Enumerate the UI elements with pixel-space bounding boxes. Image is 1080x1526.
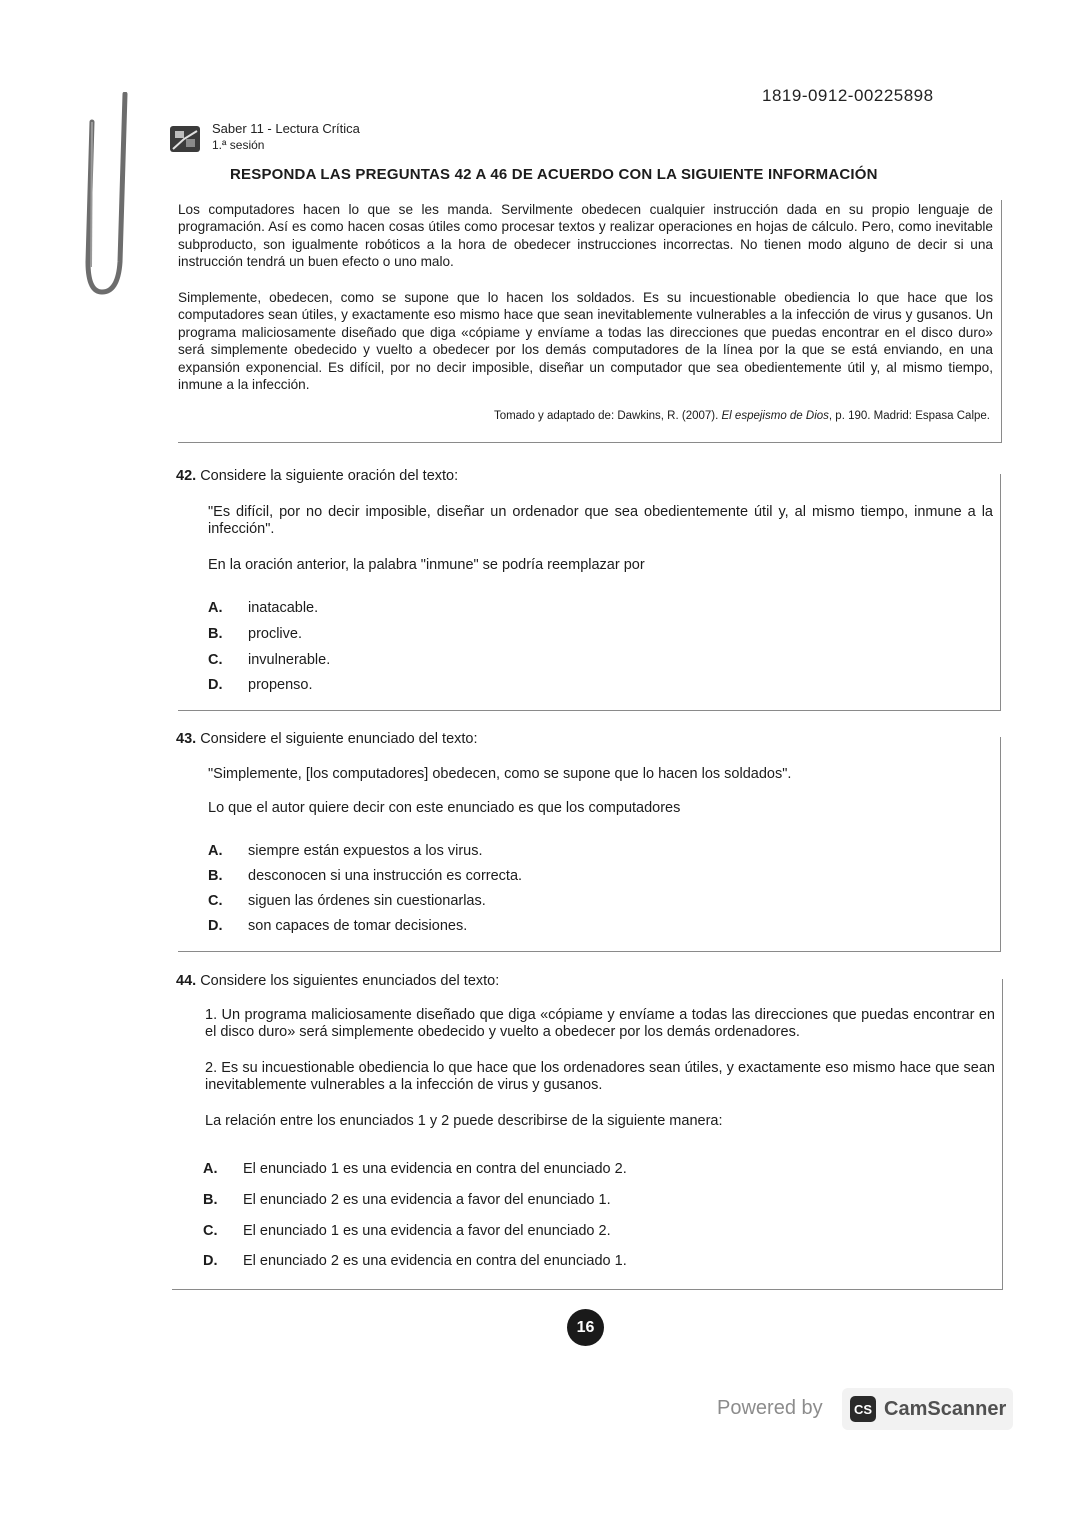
question-42-option-b[interactable]: B. proclive. bbox=[208, 626, 302, 642]
source-suffix: , p. 190. Madrid: Espasa Calpe. bbox=[828, 410, 990, 422]
question-43-number: 43. bbox=[176, 731, 197, 747]
question-42-option-d[interactable]: D. propenso. bbox=[208, 677, 313, 693]
session-label: 1.ª sesión bbox=[212, 138, 265, 152]
document-code: 1819-0912-00225898 bbox=[762, 86, 934, 105]
question-42-quote: "Es difícil, por no decir imposible, diseñar un ordenador que sea obedientemente útil y, al mismo tiempo, inmune a la infección". bbox=[208, 504, 993, 537]
question-43-heading bbox=[176, 731, 478, 747]
section-instruction: RESPONDA LAS PREGUNTAS 42 A 46 DE ACUERDO CON LA SIGUIENTE INFORMACIÓN bbox=[230, 166, 878, 183]
question-43-quote: "Simplemente, [los computadores] obedecen, como se supone que lo hacen los soldados". bbox=[208, 766, 792, 782]
question-43-option-b[interactable]: B. desconocen si una instrucción es correcta. bbox=[208, 868, 523, 884]
question-44-number: 44. bbox=[176, 973, 197, 989]
question-44-statement-2: 2. Es su incuestionable obediencia lo que hace que los ordenadores sean útiles, y exactamente eso mismo hace que sean inevitablemente vulnerables a la infección de virus y gusanos. bbox=[205, 1060, 995, 1093]
icfes-logo-icon bbox=[168, 123, 202, 155]
passage-paragraph-1: Los computadores hacen lo que se les manda. Servilmente obedecen cualquier instrucción dada en su propio lenguaje de programación. Así es como hacen cosas útiles como procesar textos y realizar operaciones en hojas de cálculo. Pero, como inevitable subproducto, son igualmente robóticos a la hora de obedecer instrucciones incorrectas. No tienen modo alguno de decir si una instrucción tendrá un buen efecto o uno malo. bbox=[178, 202, 993, 270]
source-prefix: Tomado y adaptado de: Dawkins, R. (2007). bbox=[493, 410, 719, 422]
question-43-prompt: Considere el siguiente enunciado del texto: bbox=[200, 731, 478, 747]
question-42-option-a[interactable]: A. inatacable. bbox=[208, 600, 319, 616]
question-44-stem: La relación entre los enunciados 1 y 2 puede describirse de la siguiente manera: bbox=[205, 1113, 723, 1129]
question-42-heading bbox=[176, 468, 458, 484]
source-book-title: El espejismo de Dios bbox=[721, 410, 829, 422]
question-43-stem: Lo que el autor quiere decir con este enunciado es que los computadores bbox=[208, 800, 681, 816]
camscanner-logo-icon: CS bbox=[850, 1396, 876, 1422]
question-44-prompt: Considere los siguientes enunciados del texto: bbox=[200, 973, 500, 989]
question-43-option-c[interactable]: C. siguen las órdenes sin cuestionarlas. bbox=[208, 893, 486, 909]
question-44-statement-1: 1. Un programa maliciosamente diseñado que diga «cópiame y envíame a todas las direcciones que puedas encontrar en el disco duro» será simplemente obedecido y vuelto a obedecer por los demás ordenadores. bbox=[205, 1007, 995, 1040]
camscanner-name: CamScanner bbox=[884, 1397, 1007, 1420]
exam-title: Saber 11 - Lectura Crítica bbox=[212, 121, 360, 136]
question-42-prompt: Considere la siguiente oración del texto: bbox=[200, 468, 459, 484]
question-43-option-d[interactable]: D. son capaces de tomar decisiones. bbox=[208, 918, 468, 934]
passage-paragraph-2: Simplemente, obedecen, como se supone que lo hacen los soldados. Es su incuestionable obediencia lo que hace que los computadores sean útiles, y exactamente eso mismo hace que sean inevitablemente vulnerables a la infección de virus y gusanos. Un programa maliciosamente diseñado que diga «cópiame y envíame a todas las direcciones que puedas encontrar en el disco duro» será simplemente obedecido y vuelto a obedecer por los demás computadores de la línea por la que se está enviando, en una expansión exponencial. Es difícil, por no decir imposible, diseñar un computador que sea obedientemente útil y, al mismo tiempo, inmune a la infección. bbox=[178, 290, 993, 393]
question-42-option-c[interactable]: C. invulnerable. bbox=[208, 652, 331, 668]
question-44-option-b[interactable]: B. El enunciado 2 es una evidencia a favor del enunciado 1. bbox=[203, 1192, 611, 1208]
question-42-number: 42. bbox=[176, 468, 197, 484]
paper-clip-icon bbox=[80, 92, 130, 302]
page-number: 16 bbox=[567, 1309, 604, 1346]
powered-by-label: Powered by bbox=[717, 1397, 823, 1419]
question-44-heading bbox=[176, 973, 499, 989]
question-44-option-a[interactable]: A. El enunciado 1 es una evidencia en contra del enunciado 2. bbox=[203, 1161, 627, 1177]
question-44-option-c[interactable]: C. El enunciado 1 es una evidencia a favor del enunciado 2. bbox=[203, 1223, 611, 1239]
question-44-option-d[interactable]: D. El enunciado 2 es una evidencia en contra del enunciado 1. bbox=[203, 1253, 627, 1269]
camscanner-badge[interactable] bbox=[842, 1388, 1013, 1430]
question-42-stem: En la oración anterior, la palabra "inmune" se podría reemplazar por bbox=[208, 557, 645, 573]
source-citation bbox=[494, 410, 990, 422]
question-43-option-a[interactable]: A. siempre están expuestos a los virus. bbox=[208, 843, 483, 859]
